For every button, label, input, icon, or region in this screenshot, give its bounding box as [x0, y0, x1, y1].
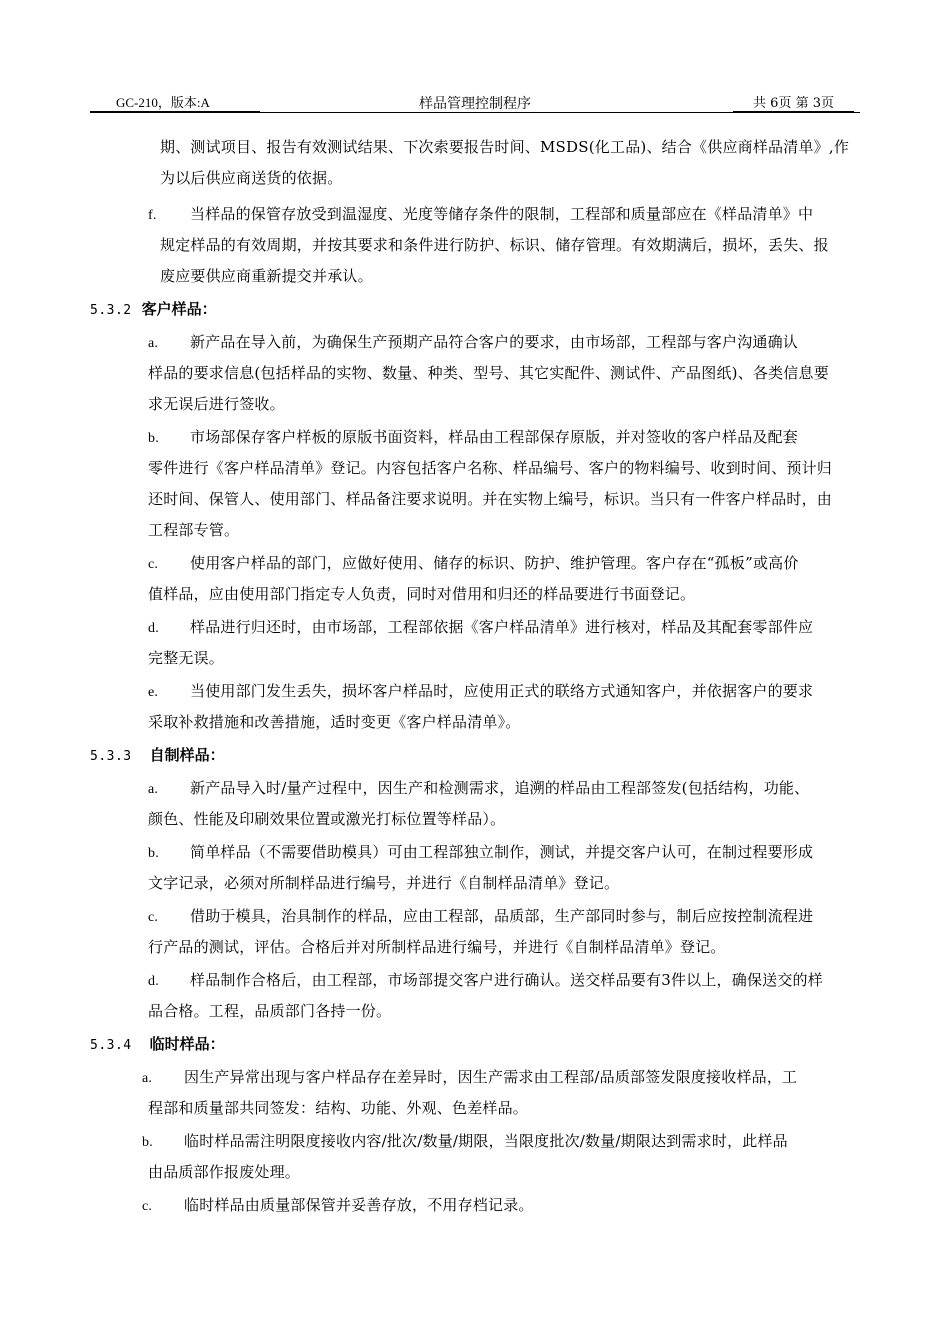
page-info: 共 6页 第 3页 — [753, 92, 834, 111]
list-item-line: 值样品，应由使用部门指定专人负责，同时对借用和归还的样品要进行书面登记。 — [148, 585, 696, 603]
list-item: d. 样品制作合格后，由工程部，市场部提交客户进行确认。送交样品要有3件以上，确保送交的样 — [148, 971, 823, 989]
section-heading-5-3-4: 5.3.4 临时样品： — [90, 1035, 225, 1053]
list-item: b. 临时样品需注明限度接收内容/批次/数量/期限，当限度批次/数量/期限达到需求时，此样品 — [142, 1132, 788, 1150]
section-heading-5-3-3: 5.3.3 自制样品： — [90, 746, 225, 764]
list-item-line: 还时间、保管人、使用部门、样品备注要求说明。并在实物上编号，标识。当只有一件客户样品时，由 — [148, 490, 833, 508]
doc-title: 样品管理控制程序 — [419, 96, 531, 112]
list-item-line: 行产品的测试，评估。合格后并对所制样品进行编号，并进行《自制样品清单》登记。 — [148, 938, 726, 956]
list-item: e. 当使用部门发生丢失，损坏客户样品时，应使用正式的联络方式通知客户，并依据客户的要求 — [148, 682, 814, 700]
item-f-line-1: f. 当样品的保管存放受到温湿度、光度等储存条件的限制，工程部和质量部应在《样品清单》中 — [148, 205, 814, 223]
continuation-line-2: 为以后供应商送货的依据。 — [160, 169, 343, 187]
item-f-line-2: 规定样品的有效周期，并按其要求和条件进行防护、标识、储存管理。有效期满后，损坏，丢失、报 — [160, 236, 829, 254]
list-item-line: 颜色、性能及印刷效果位置或激光打标位置等样品）。 — [148, 810, 506, 828]
list-item: a. 新产品在导入前，为确保生产预期产品符合客户的要求，由市场部，工程部与客户沟通确认 — [148, 333, 799, 351]
continuation-line-1: 期、测试项目、报告有效测试结果、下次索要报告时间、MSDS(化工品)、结合《供应商样品清单》,作 — [160, 138, 850, 156]
list-item: a. 新产品导入时/量产过程中，因生产和检测需求，追溯的样品由工程部签发(包括结构，功能、 — [148, 779, 810, 797]
list-item-line: 程部和质量部共同签发：结构、功能、外观、色差样品。 — [148, 1099, 529, 1117]
list-item-line: 零件进行《客户样品清单》登记。内容包括客户名称、样品编号、客户的物料编号、收到时间、预计归 — [148, 459, 833, 477]
list-item-line: 品合格。工程，品质部门各持一份。 — [148, 1002, 392, 1020]
list-item-line: 求无误后进行签收。 — [148, 395, 285, 413]
list-item: b. 简单样品（不需要借助模具）可由工程部独立制作，测试，并提交客户认可，在制过程要形成 — [148, 843, 814, 861]
list-item: c. 使用客户样品的部门，应做好使用、储存的标识、防护、维护管理。客户存在“孤板”或高价 — [148, 554, 799, 572]
list-item-line: 工程部专管。 — [148, 521, 240, 539]
section-heading-5-3-2: 5.3.2 客户样品： — [90, 300, 217, 318]
list-item: c. 临时样品由质量部保管并妥善存放，不用存档记录。 — [142, 1196, 534, 1214]
list-item: b. 市场部保存客户样板的原版书面资料，样品由工程部保存原版，并对签收的客户样品及配套 — [148, 428, 799, 446]
doc-code: GC-210，版本:A — [116, 92, 210, 111]
list-item-line: 完整无误。 — [148, 649, 225, 667]
item-f-line-3: 废应要供应商重新提交并承认。 — [160, 267, 373, 285]
list-item: c. 借助于模具，治具制作的样品，应由工程部，品质部，生产部同时参与，制后应按控制流程进 — [148, 907, 814, 925]
list-item-line: 样品的要求信息(包括样品的实物、数量、种类、型号、其它实配件、测试件、产品图纸)、各类信息要 — [148, 364, 829, 382]
list-item: a. 因生产异常出现与客户样品存在差异时，因生产需求由工程部/品质部签发限度接收样品，工 — [142, 1068, 798, 1086]
list-item-line: 采取补救措施和改善措施，适时变更《客户样品清单》。 — [148, 713, 521, 731]
page-header — [90, 88, 860, 114]
list-item: d. 样品进行归还时，由市场部，工程部依据《客户样品清单》进行核对，样品及其配套零部件应 — [148, 618, 814, 636]
list-item-line: 文字记录，必须对所制样品进行编号，并进行《自制样品清单》登记。 — [148, 874, 620, 892]
list-item-line: 由品质部作报废处理。 — [148, 1163, 301, 1181]
